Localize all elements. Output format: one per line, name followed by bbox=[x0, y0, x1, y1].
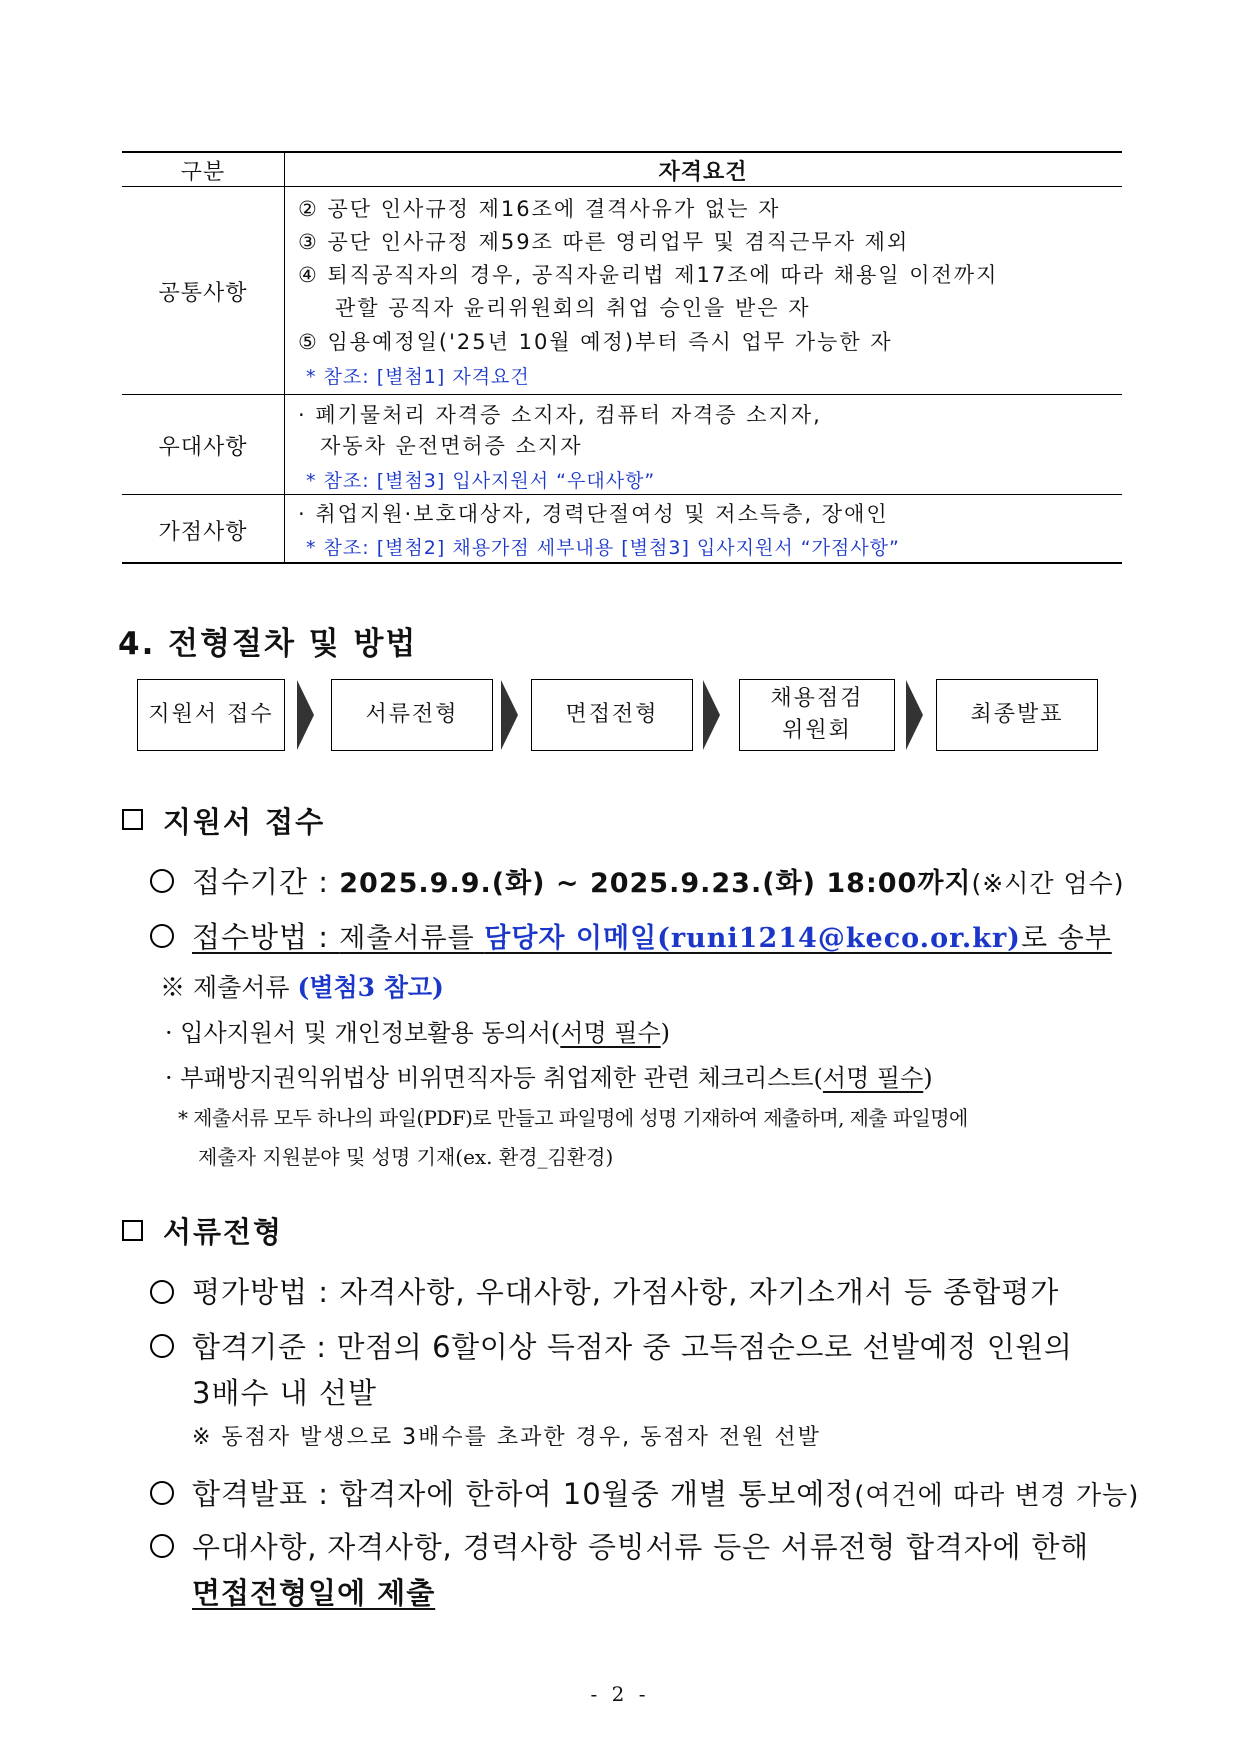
supporting-docs: 우대사항, 자격사항, 경력사항 증빙서류 등은 서류전형 합격자에 한해 bbox=[192, 1530, 1089, 1564]
required-doc-2 bbox=[165, 1058, 933, 1093]
circle-bullet-icon bbox=[150, 1334, 174, 1358]
flow-step-document-screening bbox=[331, 679, 493, 751]
table-top-rule bbox=[122, 151, 1122, 153]
application-method bbox=[192, 915, 1112, 956]
method-suffix: 로 송부 bbox=[1020, 923, 1112, 954]
reference-note: * 참조: [별첨2] 채용가점 세부내용 [별첨3] 입사지원서 “가점사항” bbox=[306, 537, 900, 559]
flow-step-label: 면접전형 bbox=[565, 702, 659, 727]
announcement-note: (여건에 따라 변경 가능) bbox=[854, 1481, 1140, 1511]
period-label: 접수기간 : bbox=[192, 865, 340, 899]
table-row-rule bbox=[122, 494, 1122, 495]
flow-step-label: 서류전형 bbox=[365, 702, 459, 727]
pass-criteria: 합격기준 : 만점의 6할이상 득점자 중 고득점순으로 선발예정 인원의 bbox=[192, 1330, 1073, 1364]
reference-note: * 참조: [별첨1] 자격요건 bbox=[306, 366, 530, 388]
pass-criteria: 3배수 내 선발 bbox=[192, 1376, 377, 1410]
method-prefix: 제출서류를 bbox=[339, 923, 485, 954]
table-column-divider bbox=[284, 151, 285, 564]
flow-step-label: 최종발표 bbox=[970, 702, 1064, 727]
circle-bullet-icon bbox=[150, 869, 174, 893]
section-title-application: 지원서 접수 bbox=[163, 805, 326, 839]
method-label: 접수방법 : bbox=[192, 920, 340, 954]
flow-arrow-icon bbox=[906, 680, 923, 750]
table-row-item: ④ 퇴직공직자의 경우, 공직자윤리법 제17조에 따라 채용일 이전까지 bbox=[298, 263, 999, 287]
section-title-procedure: 4. 전형절차 및 방법 bbox=[118, 626, 418, 662]
period-value: 2025.9.9.(화) ~ 2025.9.23.(화) 18:00까지 bbox=[339, 868, 972, 899]
table-row-item: 자동차 운전면허증 소지자 bbox=[320, 434, 583, 458]
row-label-common: 공통사항 bbox=[158, 281, 248, 306]
table-row-item: 관할 공직자 윤리위원회의 취업 승인을 받은 자 bbox=[335, 296, 811, 320]
page-number: - 2 - bbox=[590, 1682, 650, 1706]
docs-heading bbox=[160, 968, 444, 1004]
table-header-category: 구분 bbox=[180, 160, 226, 185]
qualification-table bbox=[122, 151, 1122, 564]
pass-announcement bbox=[192, 1472, 1139, 1513]
flow-step-final-announcement bbox=[936, 679, 1098, 751]
flow-step-label: 위원회 bbox=[782, 718, 852, 743]
submission-note: * 제출서류 모두 하나의 파일(PDF)로 만들고 파일명에 성명 기재하여 제출하며, 제출 파일명에 bbox=[178, 1106, 968, 1130]
signature-required: 서명 필수 bbox=[822, 1064, 924, 1092]
flow-arrow-icon bbox=[297, 680, 314, 750]
evaluation-method: 평가방법 : 자격사항, 우대사항, 가점사항, 자기소개서 등 종합평가 bbox=[192, 1275, 1060, 1309]
circle-bullet-icon bbox=[150, 924, 174, 948]
tie-note: ※ 동점자 발생으로 3배수를 초과한 경우, 동점자 전원 선발 bbox=[192, 1425, 821, 1450]
supporting-docs-emphasis: 면접전형일에 제출 bbox=[192, 1576, 436, 1610]
reference-note: * 참조: [별첨3] 입사지원서 “우대사항” bbox=[306, 470, 656, 492]
submission-note: 제출자 지원분야 및 성명 기재(ex. 환경_김환경) bbox=[198, 1145, 614, 1169]
circle-bullet-icon bbox=[150, 1280, 174, 1304]
signature-required: 서명 필수 bbox=[560, 1019, 661, 1047]
announcement-text: 합격발표 : 합격자에 한하여 10월중 개별 통보예정 bbox=[192, 1477, 855, 1511]
flow-arrow-icon bbox=[703, 680, 720, 750]
period-note: (※시간 엄수) bbox=[971, 869, 1125, 898]
table-header-rule bbox=[122, 186, 1122, 187]
doc-text-end: ) bbox=[923, 1064, 933, 1092]
table-header-requirements: 자격요건 bbox=[658, 160, 748, 185]
section-title-screening: 서류전형 bbox=[163, 1215, 284, 1249]
circle-bullet-icon bbox=[150, 1481, 174, 1505]
checkbox-icon bbox=[122, 809, 143, 830]
flow-step-label: 채용점검 bbox=[770, 686, 864, 711]
flow-arrow-icon bbox=[501, 680, 518, 750]
application-period bbox=[192, 860, 1125, 901]
table-row-item: ⑤ 임용예정일('25년 10월 예정)부터 즉시 업무 가능한 자 bbox=[298, 330, 893, 354]
flow-step-application bbox=[137, 679, 285, 751]
flow-step-label: 지원서 접수 bbox=[148, 702, 274, 727]
row-label-bonus: 가점사항 bbox=[158, 520, 248, 545]
docs-reference: (별첨3 참고) bbox=[297, 973, 444, 1002]
doc-text: · 부패방지권익위법상 비위면직자등 취업제한 관련 체크리스트( bbox=[165, 1064, 823, 1092]
table-row-rule bbox=[122, 394, 1122, 395]
flow-step-review-committee bbox=[739, 679, 895, 751]
flow-step-interview bbox=[531, 679, 693, 751]
table-bottom-rule bbox=[122, 562, 1122, 564]
table-row-item: · 폐기물처리 자격증 소지자, 컴퓨터 자격증 소지자, bbox=[298, 403, 822, 427]
checkbox-icon bbox=[122, 1220, 143, 1241]
circle-bullet-icon bbox=[150, 1534, 174, 1558]
row-label-preference: 우대사항 bbox=[158, 435, 248, 460]
table-row-item: ② 공단 인사규정 제16조에 결격사유가 없는 자 bbox=[298, 197, 781, 221]
required-doc-1 bbox=[165, 1013, 670, 1048]
doc-text: · 입사지원서 및 개인정보활용 동의서( bbox=[165, 1019, 561, 1047]
email-link[interactable]: 담당자 이메일(runi1214@keco.or.kr) bbox=[484, 923, 1021, 954]
docs-prefix: ※ 제출서류 bbox=[160, 973, 298, 1002]
table-row-item: · 취업지원·보호대상자, 경력단절여성 및 저소득층, 장애인 bbox=[298, 502, 889, 526]
doc-text-end: ) bbox=[660, 1019, 671, 1047]
table-row-item: ③ 공단 인사규정 제59조 따른 영리업무 및 겸직근무자 제외 bbox=[298, 230, 910, 254]
